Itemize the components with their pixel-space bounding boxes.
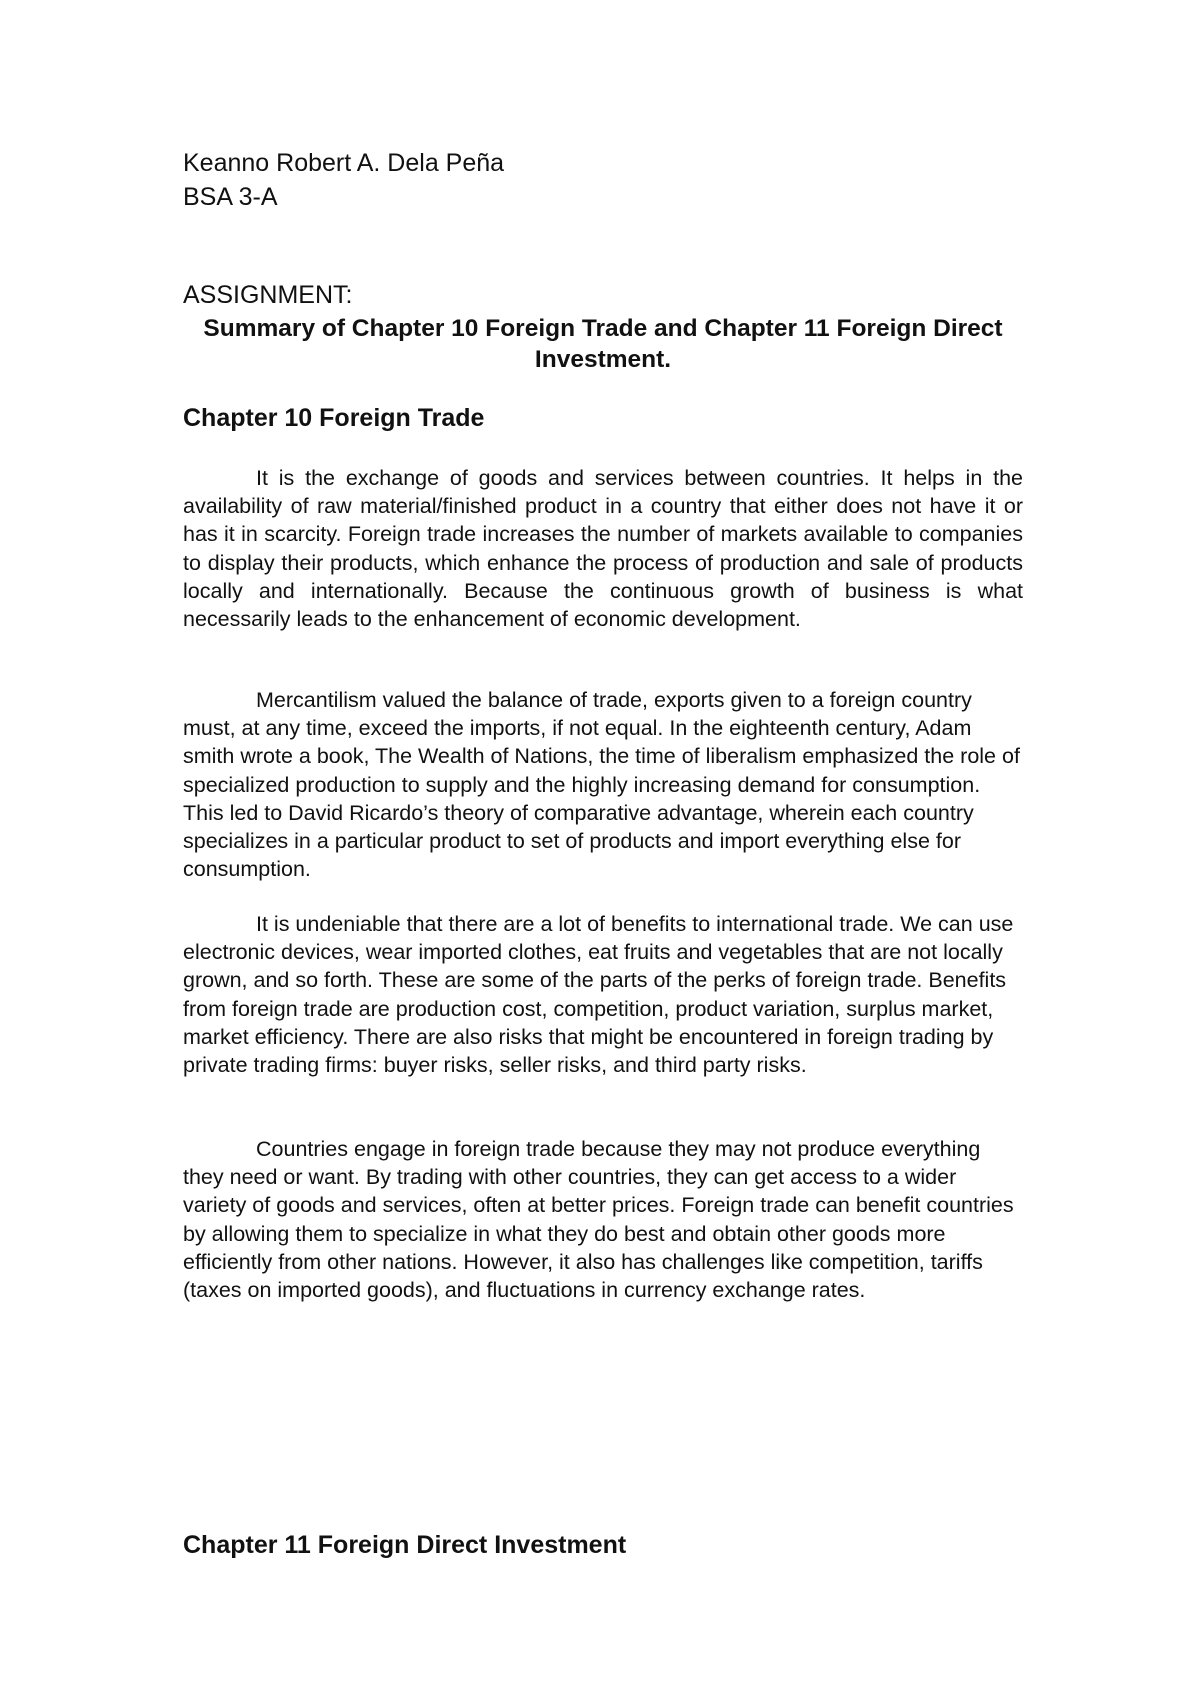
chapter-10-paragraph-1: It is the exchange of goods and services between countries. It helps in the availability of raw material/finished product in a country that either does not have it or has it in scarcity. Foreign trade increases the number of markets available to companies to display their products, which enhance the process of production and sale of products locally and internationally. Because the continuous growth of business is what necessarily leads to the enhancement of economic development. bbox=[183, 466, 1023, 632]
assignment-label: ASSIGNMENT: bbox=[183, 281, 353, 309]
chapter-10-heading: Chapter 10 Foreign Trade bbox=[183, 404, 485, 432]
chapter-10-paragraph-3: It is undeniable that there are a lot of benefits to international trade. We can use electronic devices, wear imported clothes, eat fruits and vegetables that are not locally grown, and so forth. These are some of the parts of the perks of foreign trade. Benefits from foreign trade are production cost, competition, product variation, surplus market, market efficiency. There are also risks that might be encountered in foreign trading by private trading firms: buyer risks, seller risks, and third party risks. bbox=[183, 912, 1014, 1078]
student-section: BSA 3-A bbox=[183, 183, 278, 211]
chapter-10-paragraph-2: Mercantilism valued the balance of trade, exports given to a foreign country must, at any time, exceed the imports, if not equal. In the eighteenth century, Adam smith wrote a book, The Wealth of Nations, the time of liberalism emphasized the role of specialized production to supply and the highly increasing demand for consumption. This led to David Ricardo’s theory of comparative advantage, wherein each country specializes in a particular product to set of products and import everything else for consumption. bbox=[183, 688, 1020, 882]
chapter-10-paragraph-4: Countries engage in foreign trade because they may not produce everything they need or want. By trading with other countries, they can get access to a wider variety of goods and services, often at better prices. Foreign trade can benefit countries by allowing them to specialize in what they do best and obtain other goods more efficiently from other nations. However, it also has challenges like competition, tariffs (taxes on imported goods), and fluctuations in currency exchange rates. bbox=[183, 1137, 1014, 1303]
document-title: Summary of Chapter 10 Foreign Trade and Chapter 11 Foreign Direct Investment. bbox=[203, 315, 1003, 373]
chapter-11-heading: Chapter 11 Foreign Direct Investment bbox=[183, 1531, 627, 1559]
author-name: Keanno Robert A. Dela Peña bbox=[183, 149, 505, 177]
